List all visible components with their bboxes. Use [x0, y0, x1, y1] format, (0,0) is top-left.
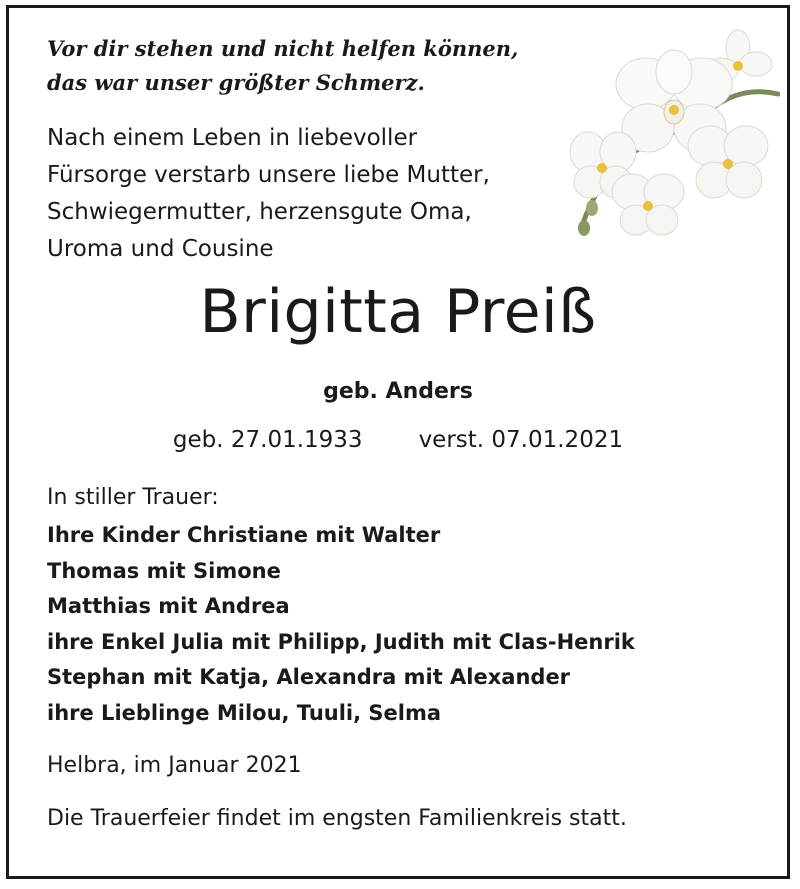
mourners-list — [47, 518, 635, 732]
quote-line: Vor dir stehen und nicht helfen können, — [47, 36, 519, 61]
mourner-line: ihre Lieblinge Milou, Tuuli, Selma — [47, 700, 442, 725]
mourner-line: Matthias mit Andrea — [47, 594, 290, 619]
death-date: verst. 07.01.2021 — [418, 427, 624, 453]
mourning-label: In stiller Trauer: — [47, 485, 219, 510]
life-dates — [9, 420, 787, 460]
deceased-name: Brigitta Preiß — [199, 277, 597, 347]
mourner-line: ihre Enkel Julia mit Philipp, Judith mit Clas-Henrik — [47, 629, 635, 654]
birth-date: geb. 27.01.1933 — [172, 427, 363, 453]
mourner-line: Thomas mit Simone — [47, 558, 281, 583]
mourner-line: Ihre Kinder Christiane mit Walter — [47, 523, 441, 547]
orchid-flower-icon — [562, 28, 780, 240]
intro-line: Nach einem Leben in liebevoller — [47, 125, 418, 151]
obituary-frame — [6, 5, 790, 879]
quote-line: das war unser größter Schmerz. — [47, 70, 425, 95]
maiden-name: geb. Anders — [323, 379, 473, 404]
place-date: Helbra, im Januar 2021 — [47, 753, 302, 778]
intro-line: Uroma und Cousine — [47, 236, 274, 262]
intro-text — [47, 120, 587, 268]
quote — [47, 32, 567, 100]
intro-line: Schwiegermutter, herzensgute Oma, — [47, 199, 472, 225]
funeral-note: Die Trauerfeier findet im engsten Familienkreis statt. — [47, 806, 627, 831]
intro-line: Fürsorge verstarb unsere liebe Mutter, — [47, 162, 490, 188]
mourner-line: Stephan mit Katja, Alexandra mit Alexander — [47, 665, 571, 690]
